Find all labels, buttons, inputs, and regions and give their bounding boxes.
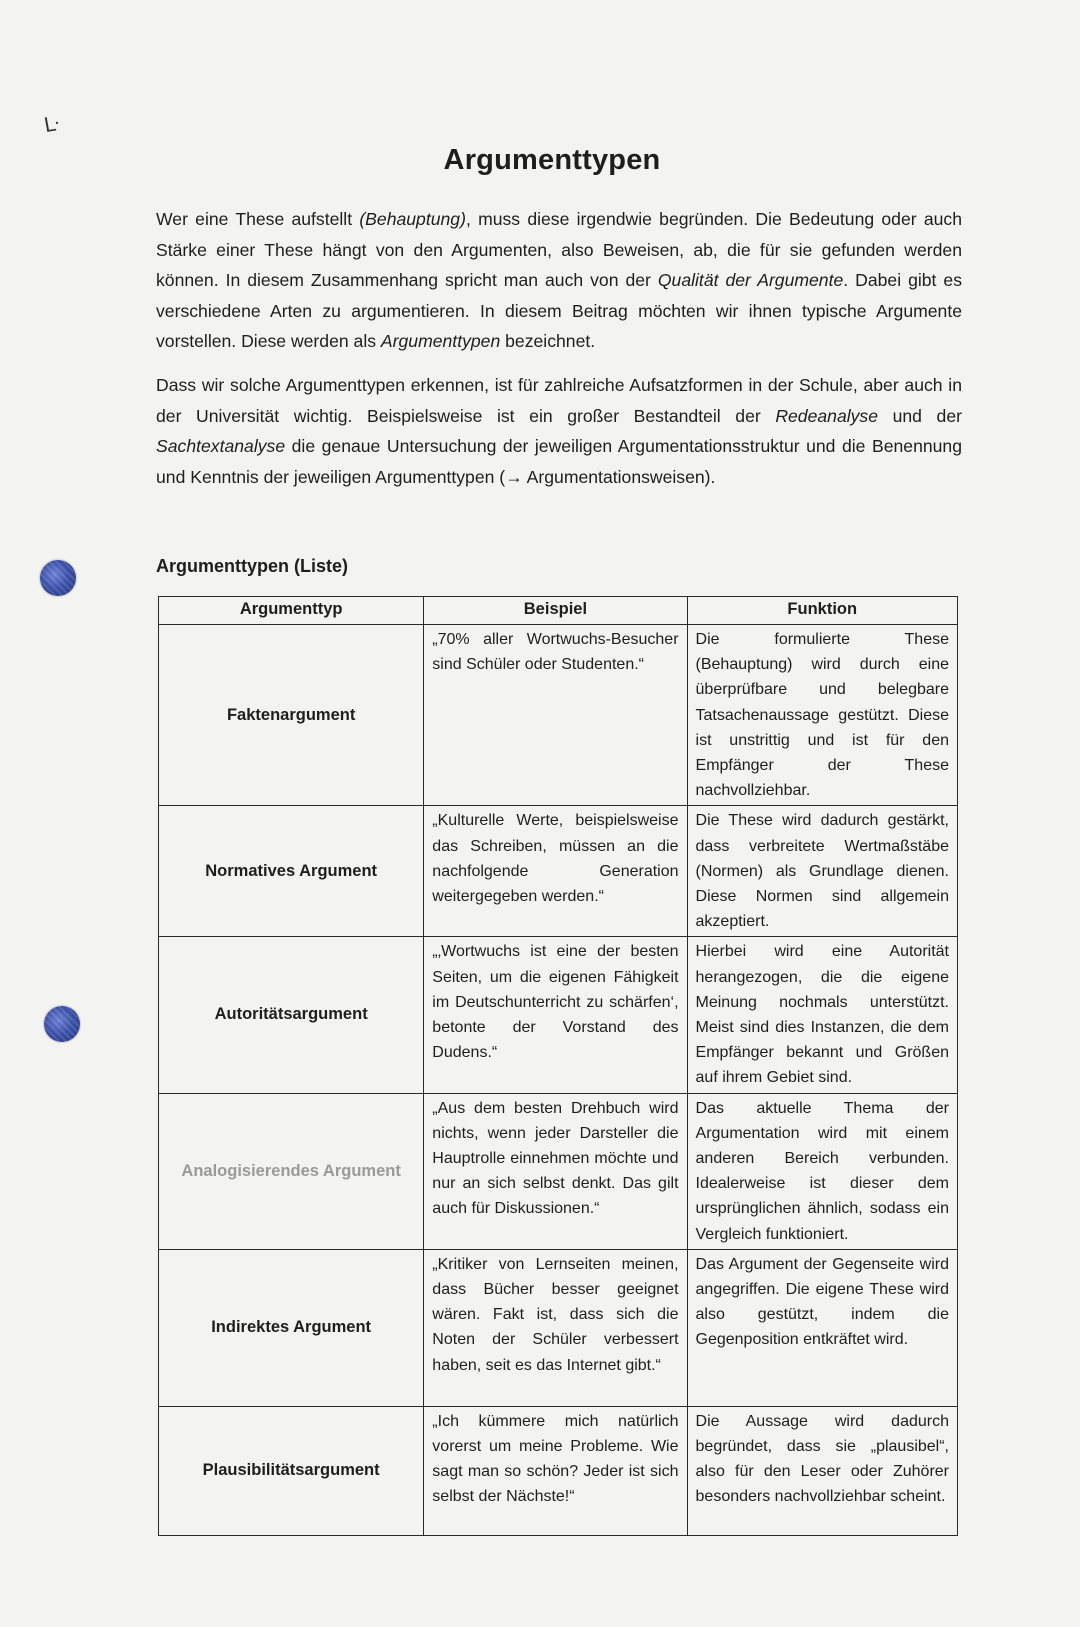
function-cell: Die These wird dadurch gestärkt, dass verbreitete Wertmaßstäbe (Normen) als Grundlage dienen. Diese Normen sind allgemein akzeptiert.	[687, 806, 957, 937]
argument-type-cell: Indirektes Argument	[159, 1249, 424, 1406]
argument-type-cell: Analogisierendes Argument	[159, 1093, 424, 1249]
example-cell: „‚Wortwuchs ist eine der besten Seiten, um die eigenen Fähigkeit im Deutschunterricht zu schärfen‘, betonte der Vorstand des Dudens.“	[424, 937, 687, 1093]
section-heading: Argumenttypen (Liste)	[156, 556, 349, 576]
table-row	[159, 806, 958, 937]
table-row	[159, 937, 958, 1093]
table-row	[159, 625, 958, 806]
text-run: Dass wir solche Argumenttypen erkennen, ist für zahlreiche Aufsatzformen in der Schule, aber auch in der Universität wichtig. Beispielsweise ist ein großer Bestandteil der	[156, 375, 962, 426]
function-cell: Die Aussage wird dadurch begründet, dass sie „plausibel“, also für den Leser oder Zuhörer besonders nachvollziehbar scheint.	[687, 1406, 957, 1535]
text-run: , muss diese irgendwie begründen. Die Bedeutung oder auch Stärke einer These hängt von den Argumenten, also Beweisen, ab, die für sie gefunden werden können. In diesem Zusammenhang spricht man auch von der	[156, 209, 962, 291]
emphasis: (Behauptung)	[359, 209, 466, 229]
argument-type-cell: Faktenargument	[159, 625, 424, 806]
table-row	[159, 1093, 958, 1249]
example-cell: „70% aller Wortwuchs-Besucher sind Schüler oder Studenten.“	[424, 625, 687, 806]
example-cell: „Kritiker von Lernseiten meinen, dass Bücher besser geeignet wären. Fakt ist, dass sich die Noten der Schüler verbessert haben, seit es das Internet gibt.“	[424, 1249, 687, 1406]
example-cell: „Ich kümmere mich natürlich vorerst um meine Probleme. Wie sagt man so schön? Jeder ist sich selbst der Nächste!“	[424, 1406, 687, 1535]
page-title: Argumenttypen	[443, 144, 661, 176]
text-run: . Dabei gibt es verschiedene Arten zu argumentieren. In diesem Beitrag möchten wir ihnen typische Argumente vorstellen. Diese werden als	[156, 270, 962, 352]
example-cell: „Aus dem besten Drehbuch wird nichts, wenn jeder Darsteller die Hauptrolle einnehmen möchte und nur an sich selbst denkt. Das gilt auch für Diskussionen.“	[424, 1093, 687, 1249]
table-header-row	[159, 597, 958, 625]
emphasis: Argumenttypen	[380, 331, 501, 352]
example-cell: „Kulturelle Werte, beispielsweise das Schreiben, müssen an die nachfolgende Generation weitergegeben werden.“	[424, 806, 687, 937]
handwritten-mark: ᒷ	[42, 110, 62, 138]
function-cell: Hierbei wird eine Autorität herangezogen, die die eigene Meinung nochmals unterstützt. Meist sind dies Instanzen, die dem Empfänger bekannt und Größen auf ihrem Gebiet sind.	[687, 937, 957, 1093]
column-header-function: Funktion	[687, 597, 957, 625]
text-run: Wer eine These aufstellt	[156, 209, 360, 229]
punch-hole-icon	[40, 560, 76, 596]
emphasis: Sachtextanalyse	[156, 436, 286, 457]
intro-paragraph-2	[156, 370, 962, 492]
table-row	[159, 1249, 958, 1406]
argument-type-cell: Normatives Argument	[159, 806, 424, 937]
argument-types-table	[158, 596, 958, 1536]
function-cell: Die formulierte These (Behauptung) wird durch eine überprüfbare und belegbare Tatsachenaussage gestützt. Diese ist unstrittig und ist für den Empfänger der These nachvollziehbar.	[687, 625, 957, 806]
function-cell: Das aktuelle Thema der Argumentation wird mit einem anderen Bereich verbunden. Idealerweise ist dieser dem ursprünglichen ähnlich, sodass ein Vergleich funktioniert.	[687, 1093, 957, 1249]
emphasis: Qualität der Argumente	[657, 270, 844, 291]
column-header-type: Argumenttyp	[159, 597, 424, 625]
text-run: und der	[878, 405, 962, 426]
intro-paragraph-1	[156, 204, 962, 357]
function-cell: Das Argument der Gegenseite wird angegriffen. Die eigene These wird also gestützt, indem die Gegenposition entkräftet wird.	[687, 1249, 957, 1406]
text-run: bezeichnet.	[500, 331, 596, 352]
table-row	[159, 1406, 958, 1535]
punch-hole-icon	[44, 1006, 80, 1042]
text-run: die genaue Untersuchung der jeweiligen Argumentationsstruktur und die Benennung und Kenntnis der jeweiligen Argumenttypen (→ Argumentationsweisen).	[156, 436, 962, 487]
argument-type-cell: Autoritätsargument	[159, 937, 424, 1093]
emphasis: Redeanalyse	[775, 405, 879, 426]
column-header-example: Beispiel	[424, 597, 687, 625]
argument-type-cell: Plausibilitätsargument	[159, 1406, 424, 1535]
